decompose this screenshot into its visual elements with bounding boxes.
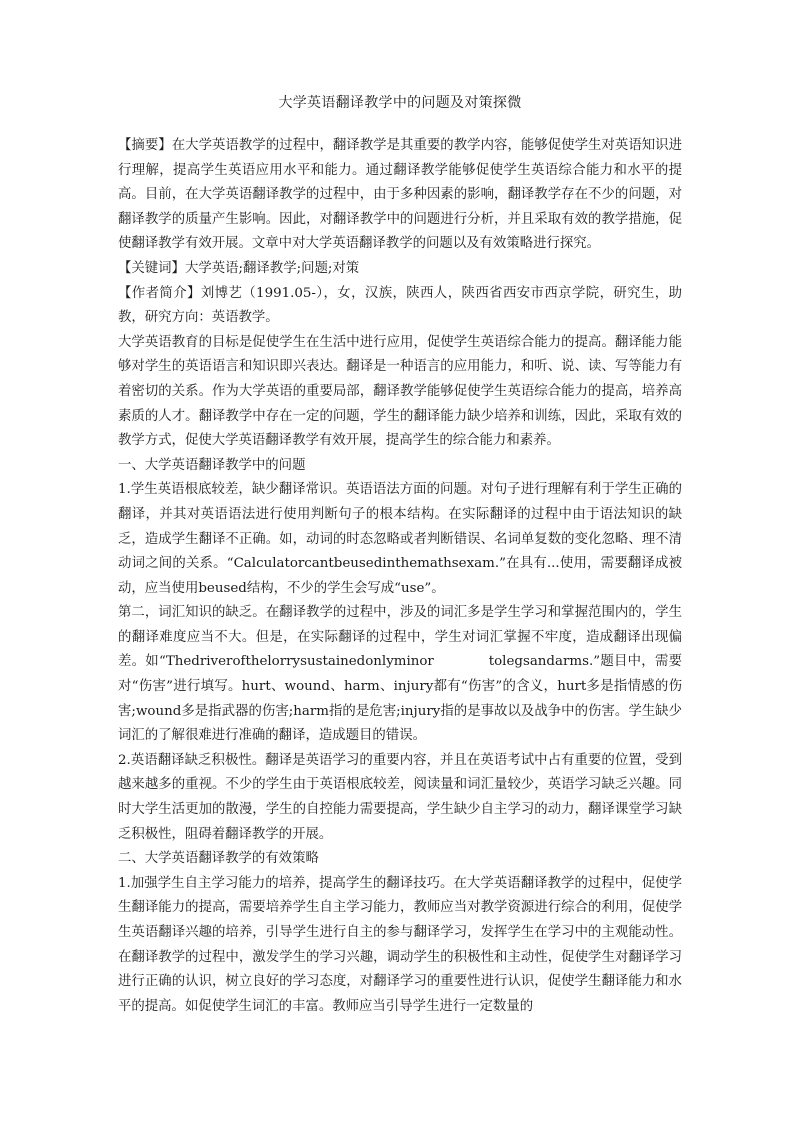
section-heading-strategies: 二、大学英语翻译教学的有效策略 bbox=[118, 851, 319, 867]
body-paragraph-motivation: 2.英语翻译缺乏积极性。翻译是英语学习的重要内容，并且在英语考试中占有重要的位置，受到越来越多的重视。不少的学生由于英语根底较差，阅读量和词汇量较少，英语学习缺乏兴趣。同时大学生活更加的散漫，学生的自控能力需要提高，学生缺少自主学习的动力，翻译课堂学习缺乏积极性，阻碍着翻译教学的开展。 bbox=[118, 752, 682, 842]
abstract-paragraph: 【摘要】在大学英语教学的过程中，翻译教学是其重要的教学内容，能够促使学生对英语知识进行理解，提高学生英语应用水平和能力。通过翻译教学能够促使学生英语综合能力和水平的提高。目前，在大学英语翻译教学的过程中，由于多种因素的影响，翻译教学存在不少的问题，对翻译教学的质量产生影响。因此，对翻译教学中的问题进行分析，并且采取有效的教学措施，促使翻译教学有效开展。文章中对大学英语翻译教学的问题以及有效策略进行探究。 bbox=[118, 138, 682, 252]
document-page bbox=[118, 92, 682, 1019]
body-paragraph-grammar: 1.学生英语根底较差，缺少翻译常识。英语语法方面的问题。对句子进行理解有利于学生正确的翻译，并其对英语语法进行使用判断句子的根本结构。在实际翻译的过程中由于语法知识的缺乏，造成学生翻译不正确。如，动词的时态忽略或者判断错误、名词单复数的变化忽略、理不清动词之间的关系。“Calculatorcantbeusedinthemathsexam.”在具有...使用，需要翻译成被动，应当使用beused结构，不少的学生会写成“use”。 bbox=[118, 482, 682, 596]
section-heading-problems: 一、大学英语翻译教学中的问题 bbox=[118, 457, 306, 473]
body-paragraph-self-study: 1.加强学生自主学习能力的培养，提高学生的翻译技巧。在大学英语翻译教学的过程中，促使学生翻译能力的提高，需要培养学生自主学习能力，教师应当对教学资源进行综合的利用，促使学生英语翻译兴趣的培养，引导学生进行自主的参与翻译学习，发挥学生在学习中的主观能动性。在翻译教学的过程中，激发学生的学习兴趣，调动学生的积极性和主动性，促使学生对翻译学习进行正确的认识，树立良好的学习态度，对翻译学习的重要性进行认识，促使学生翻译能力和水平的提高。如促使学生词汇的丰富。教师应当引导学生进行一定数量的 bbox=[118, 875, 682, 1014]
body-paragraph-vocabulary: 第二，词汇知识的缺乏。在翻译教学的过程中，涉及的词汇多是学生学习和掌握范围内的，学生的翻译难度应当不大。但是，在实际翻译的过程中，学生对词汇掌握不牢度，造成翻译出现偏差。如“Thedriverofthelorrysustainedonlyminor tolegsandarms.”题目中，需要对“伤害”进行填写。hurt、wound、harm、injury都有“伤害”的含义，hurt多是指情感的伤害;wound多是指武器的伤害;harm指的是危害;injury指的是事故以及战争中的伤害。学生缺少词汇的了解很难进行准确的翻译，造成题目的错误。 bbox=[118, 605, 682, 744]
keywords-line: 【关键词】大学英语;翻译教学;问题;对策 bbox=[118, 260, 360, 276]
author-bio-paragraph: 【作者简介】刘博艺（1991.05-），女，汉族，陕西人，陕西省西安市西京学院，研究生，助教，研究方向：英语教学。 bbox=[118, 285, 682, 326]
intro-paragraph: 大学英语教育的目标是促使学生在生活中进行应用，促使学生英语综合能力的提高。翻译能力能够对学生的英语语言和知识即兴表达。翻译是一种语言的应用能力，和听、说、读、写等能力有着密切的关系。作为大学英语的重要局部，翻译教学能够促使学生英语综合能力的提高，培养高素质的人才。翻译教学中存在一定的问题，学生的翻译能力缺少培养和训练，因此，采取有效的教学方式，促使大学英语翻译教学有效开展，提高学生的综合能力和素养。 bbox=[118, 334, 682, 449]
document-title: 大学英语翻译教学中的问题及对策探微 bbox=[278, 95, 522, 111]
